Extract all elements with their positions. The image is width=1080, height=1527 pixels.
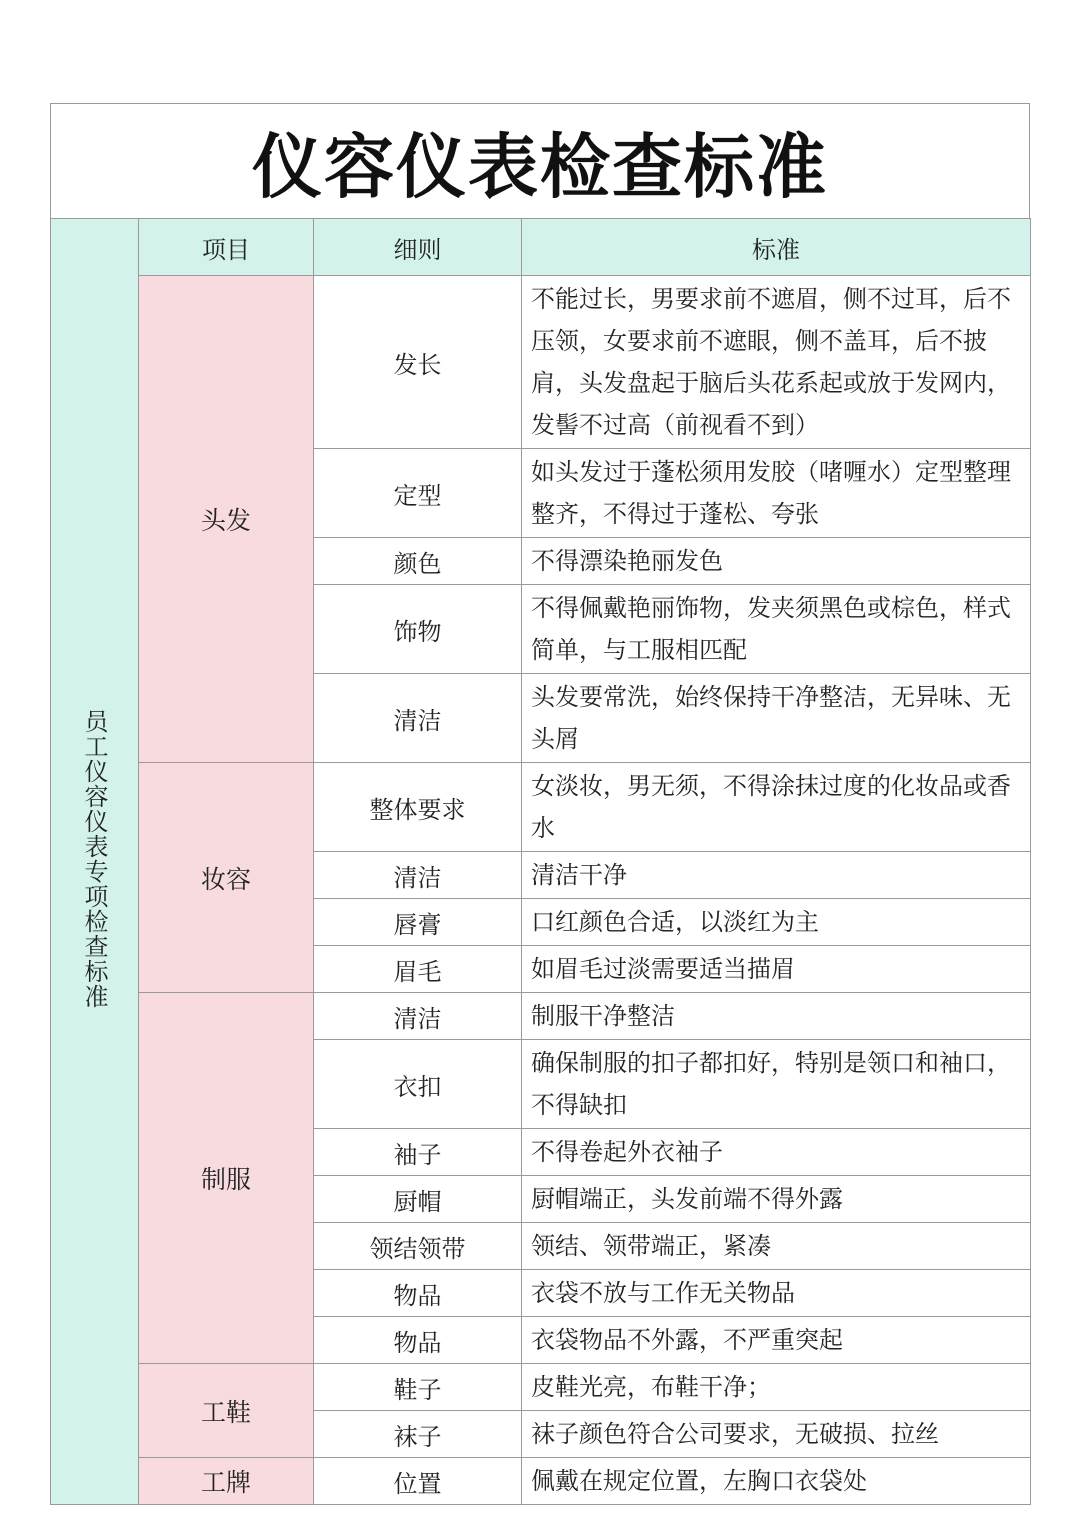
detail-cell: 整体要求: [314, 763, 522, 852]
standard-cell: 袜子颜色符合公司要求，无破损、拉丝: [522, 1411, 1031, 1458]
detail-cell: 衣扣: [314, 1040, 522, 1129]
table-row: [51, 276, 1031, 449]
standard-cell: 厨帽端正，头发前端不得外露: [522, 1176, 1031, 1223]
table-row: [51, 1364, 1031, 1411]
standards-table: [50, 218, 1031, 1505]
detail-cell: 清洁: [314, 852, 522, 899]
standard-cell: 确保制服的扣子都扣好，特别是领口和袖口，不得缺扣: [522, 1040, 1031, 1129]
detail-cell: 袖子: [314, 1129, 522, 1176]
table-row: [51, 1458, 1031, 1505]
standard-cell: 不得漂染艳丽发色: [522, 538, 1031, 585]
inspection-sheet: [50, 103, 1030, 1505]
header-item: 项目: [139, 219, 314, 276]
detail-cell: 饰物: [314, 585, 522, 674]
detail-cell: 位置: [314, 1458, 522, 1505]
detail-cell: 领结领带: [314, 1223, 522, 1270]
standard-cell: 头发要常洗，始终保持干净整洁，无异味、无头屑: [522, 674, 1031, 763]
detail-cell: 眉毛: [314, 946, 522, 993]
detail-cell: 唇膏: [314, 899, 522, 946]
standard-cell: 领结、领带端正，紧凑: [522, 1223, 1031, 1270]
table-row: [51, 993, 1031, 1040]
header-detail: 细则: [314, 219, 522, 276]
standard-cell: 口红颜色合适，以淡红为主: [522, 899, 1031, 946]
standard-cell: 清洁干净: [522, 852, 1031, 899]
category-makeup: 妆容: [139, 763, 314, 993]
detail-cell: 清洁: [314, 674, 522, 763]
standard-cell: 皮鞋光亮，布鞋干净；: [522, 1364, 1031, 1411]
header-row: [51, 219, 1031, 276]
page-title: 仪容仪表检查标准: [252, 125, 828, 208]
standard-cell: 不得卷起外衣袖子: [522, 1129, 1031, 1176]
header-standard: 标准: [522, 219, 1031, 276]
category-hair: 头发: [139, 276, 314, 763]
detail-cell: 清洁: [314, 993, 522, 1040]
side-label: 员工仪容仪表专项检查标准: [80, 708, 108, 1009]
standard-cell: 制服干净整洁: [522, 993, 1031, 1040]
standard-cell: 佩戴在规定位置，左胸口衣袋处: [522, 1458, 1031, 1505]
detail-cell: 袜子: [314, 1411, 522, 1458]
standard-cell: 如眉毛过淡需要适当描眉: [522, 946, 1031, 993]
side-label-cell: [51, 219, 139, 1505]
detail-cell: 厨帽: [314, 1176, 522, 1223]
standard-cell: 衣袋不放与工作无关物品: [522, 1270, 1031, 1317]
category-shoes: 工鞋: [139, 1364, 314, 1458]
standard-cell: 不得佩戴艳丽饰物，发夹须黑色或棕色，样式简单，与工服相匹配: [522, 585, 1031, 674]
title-box: [50, 103, 1030, 218]
detail-cell: 颜色: [314, 538, 522, 585]
detail-cell: 物品: [314, 1317, 522, 1364]
category-uniform: 制服: [139, 993, 314, 1364]
category-badge: 工牌: [139, 1458, 314, 1505]
detail-cell: 物品: [314, 1270, 522, 1317]
standard-cell: 不能过长，男要求前不遮眉，侧不过耳，后不压领，女要求前不遮眼，侧不盖耳，后不披肩，头发盘起于脑后头花系起或放于发网内，发髻不过高（前视看不到）: [522, 276, 1031, 449]
table-row: [51, 763, 1031, 852]
standard-cell: 女淡妆，男无须，不得涂抹过度的化妆品或香水: [522, 763, 1031, 852]
detail-cell: 定型: [314, 449, 522, 538]
standard-cell: 如头发过于蓬松须用发胶（啫喱水）定型整理整齐，不得过于蓬松、夸张: [522, 449, 1031, 538]
standard-cell: 衣袋物品不外露，不严重突起: [522, 1317, 1031, 1364]
detail-cell: 鞋子: [314, 1364, 522, 1411]
detail-cell: 发长: [314, 276, 522, 449]
